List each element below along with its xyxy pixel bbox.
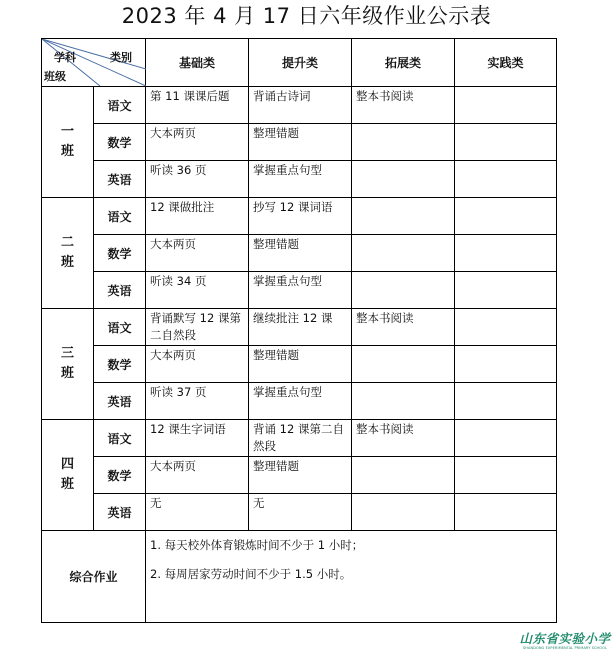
table-row <box>42 124 557 161</box>
homework-cell: 掌握重点句型 <box>249 272 352 309</box>
homework-cell <box>455 457 557 494</box>
homework-cell <box>352 272 455 309</box>
homework-cell <box>455 272 557 309</box>
homework-cell: 掌握重点句型 <box>249 383 352 420</box>
homework-cell <box>352 457 455 494</box>
corner-class-label: 班级 <box>44 70 66 83</box>
column-header: 实践类 <box>455 39 557 87</box>
class-name-line: 班 <box>60 255 74 270</box>
note-item: 1. 每天校外体育锻炼时间不少于 1 小时； <box>150 538 364 552</box>
class-name-cell <box>42 198 94 309</box>
homework-cell <box>455 161 557 198</box>
general-homework-label: 综合作业 <box>42 531 146 623</box>
homework-cell: 整理错题 <box>249 124 352 161</box>
table-row <box>42 383 557 420</box>
class-name-cell <box>42 309 94 420</box>
subject-cell: 数学 <box>94 235 146 272</box>
class-name-line: 一 <box>60 124 74 139</box>
homework-cell <box>455 494 557 531</box>
subject-cell: 英语 <box>94 272 146 309</box>
table-row <box>42 161 557 198</box>
homework-cell <box>455 420 557 457</box>
class-name-cell <box>42 420 94 531</box>
class-name-cell <box>42 87 94 198</box>
homework-cell <box>352 383 455 420</box>
homework-cell: 整理错题 <box>249 235 352 272</box>
homework-cell: 整本书阅读 <box>352 87 455 124</box>
table-row <box>42 235 557 272</box>
subject-cell: 数学 <box>94 457 146 494</box>
homework-cell: 听读 34 页 <box>146 272 249 309</box>
school-logo-name: 山东省实验小学 <box>519 631 611 646</box>
homework-cell <box>455 383 557 420</box>
homework-cell <box>352 124 455 161</box>
homework-cell: 12 课生字词语 <box>146 420 249 457</box>
homework-cell <box>455 346 557 383</box>
homework-cell: 背诵默写 12 课第二自然段 <box>146 309 249 346</box>
homework-cell: 听读 37 页 <box>146 383 249 420</box>
table-row <box>42 420 557 457</box>
table-row <box>42 272 557 309</box>
homework-cell: 听读 36 页 <box>146 161 249 198</box>
homework-cell: 抄写 12 课词语 <box>249 198 352 235</box>
class-name-line: 三 <box>60 346 74 361</box>
corner-subject-label: 学科 <box>54 51 76 64</box>
table-row <box>42 309 557 346</box>
homework-cell: 背诵古诗词 <box>249 87 352 124</box>
corner-category-label: 类别 <box>110 51 132 64</box>
homework-cell <box>455 198 557 235</box>
homework-cell: 整理错题 <box>249 457 352 494</box>
table-row <box>42 346 557 383</box>
homework-cell <box>352 161 455 198</box>
homework-cell: 无 <box>146 494 249 531</box>
homework-cell: 无 <box>249 494 352 531</box>
subject-cell: 语文 <box>94 87 146 124</box>
homework-cell <box>455 309 557 346</box>
table-row <box>42 457 557 494</box>
homework-cell: 背诵 12 课第二自然段 <box>249 420 352 457</box>
homework-cell: 整理错题 <box>249 346 352 383</box>
class-name-line: 四 <box>60 457 74 472</box>
homework-cell: 第 11 课课后题 <box>146 87 249 124</box>
homework-cell: 大本两页 <box>146 235 249 272</box>
note-item: 2. 每周居家劳动时间不少于 1.5 小时。 <box>150 567 352 581</box>
subject-cell: 英语 <box>94 161 146 198</box>
general-homework-notes <box>146 531 557 623</box>
homework-table <box>41 38 557 623</box>
column-header: 基础类 <box>146 39 249 87</box>
homework-cell: 整本书阅读 <box>352 420 455 457</box>
homework-cell: 大本两页 <box>146 457 249 494</box>
class-name-line: 班 <box>60 144 74 159</box>
class-name-line: 班 <box>60 366 74 381</box>
homework-cell <box>455 124 557 161</box>
homework-cell <box>352 198 455 235</box>
class-name-line: 班 <box>60 477 74 492</box>
class-name-line: 二 <box>60 235 74 250</box>
school-logo <box>519 632 611 651</box>
table-row <box>42 87 557 124</box>
column-header: 拓展类 <box>352 39 455 87</box>
homework-cell <box>352 346 455 383</box>
subject-cell: 数学 <box>94 346 146 383</box>
school-logo-english: SHANDONG EXPERIMENTAL PRIMARY SCHOOL <box>522 646 608 650</box>
table-row <box>42 198 557 235</box>
homework-cell <box>455 87 557 124</box>
homework-cell <box>352 235 455 272</box>
homework-cell: 12 课做批注 <box>146 198 249 235</box>
subject-cell: 英语 <box>94 494 146 531</box>
table-row <box>42 494 557 531</box>
column-header: 提升类 <box>249 39 352 87</box>
general-homework-row <box>42 531 557 623</box>
corner-header-cell <box>42 39 146 87</box>
homework-cell: 大本两页 <box>146 124 249 161</box>
homework-cell: 整本书阅读 <box>352 309 455 346</box>
subject-cell: 英语 <box>94 383 146 420</box>
homework-cell: 掌握重点句型 <box>249 161 352 198</box>
homework-cell <box>455 235 557 272</box>
subject-cell: 数学 <box>94 124 146 161</box>
homework-cell: 大本两页 <box>146 346 249 383</box>
subject-cell: 语文 <box>94 420 146 457</box>
homework-cell <box>352 494 455 531</box>
subject-cell: 语文 <box>94 198 146 235</box>
homework-cell: 继续批注 12 课 <box>249 309 352 346</box>
subject-cell: 语文 <box>94 309 146 346</box>
table-header-row <box>42 39 557 87</box>
page-title: 2023 年 4 月 17 日六年级作业公示表 <box>121 4 492 28</box>
